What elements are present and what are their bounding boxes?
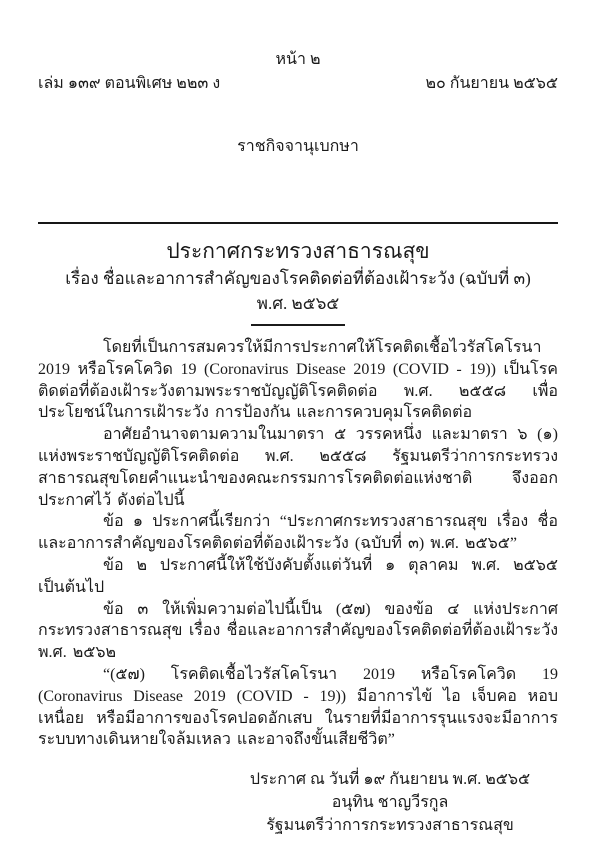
page-number: หน้า ๒ xyxy=(275,51,321,68)
paragraph-authority: อาศัยอำนาจตามความในมาตรา ๕ วรรคหนึ่ง และมาตรา ๖ (๑) แห่งพระราชบัญญัติโรคติดต่อ พ.ศ. ๒๕๕๘ รัฐมนตรีว่าการกระทรวงสาธารณสุขโดยคำแนะนำของคณะกรรมการโรคติดต่อแห่งชาติ จึงออกประกาศไว้ ดังต่อไปนี้ xyxy=(38,426,558,509)
gazette-name: ราชกิจจานุเบกษา xyxy=(237,138,359,155)
document-body xyxy=(38,337,558,751)
header-rule xyxy=(38,222,558,224)
paragraph-clause-1: ข้อ ๑ ประกาศนี้เรียกว่า “ประกาศกระทรวงสาธารณสุข เรื่อง ชื่อและอาการสำคัญของโรคติดต่อที่ต้องเฝ้าระวัง (ฉบับที่ ๓) พ.ศ. ๒๕๖๕” xyxy=(38,513,558,553)
volume-issue-label: เล่ม ๑๓๙ ตอนพิเศษ ๒๒๓ ง xyxy=(38,75,221,92)
title-block xyxy=(38,237,558,326)
masthead-row xyxy=(38,73,558,220)
signer-name: อนุทิน ชาญวีรกูล xyxy=(331,794,449,812)
paragraph-item-57: “(๕๗) โรคติดเชื้อไวรัสโคโรนา 2019 หรือโรคโควิด 19 (Coronavirus Disease 2019 (COVID - 19)) มีอาการไข้ ไอ เจ็บคอ หอบเหนื่อย หรือมีอาการของโรคปอดอักเสบ ในรายที่มีอาการรุนแรงจะมีอาการระบบทางเดินหายใจล้มเหลว และอาจถึงขั้นเสียชีวิต” xyxy=(38,665,558,749)
gazette-date: ๒๐ กันยายน ๒๕๖๕ xyxy=(425,75,558,92)
document-title: ประกาศกระทรวงสาธารณสุข xyxy=(166,239,430,263)
paragraph-preamble: โดยที่เป็นการสมควรให้มีการประกาศให้โรคติดเชื้อไวรัสโคโรนา 2019 หรือโรคโควิด 19 (Coronavirus Disease 2019 (COVID - 19)) เป็นโรคติดต่อที่ต้องเฝ้าระวังตามพระราชบัญญัติโรคติดต่อ พ.ศ. ๒๕๕๘ เพื่อประโยชน์ในการเฝ้าระวัง การป้องกัน และการควบคุมโรคติดต่อ xyxy=(38,339,558,422)
title-divider xyxy=(251,324,345,326)
document-year: พ.ศ. ๒๕๖๕ xyxy=(256,294,340,313)
signature-block xyxy=(190,768,590,837)
paragraph-clause-2: ข้อ ๒ ประกาศนี้ให้ใช้บังคับตั้งแต่วันที่ ๑ ตุลาคม พ.ศ. ๒๕๖๕ เป็นต้นไป xyxy=(38,556,558,596)
paragraph-clause-3: ข้อ ๓ ให้เพิ่มความต่อไปนี้เป็น (๕๗) ของข้อ ๔ แห่งประกาศกระทรวงสาธารณสุข เรื่อง ชื่อและอาการสำคัญของโรคติดต่อที่ต้องเฝ้าระวัง พ.ศ. ๒๕๖๒ xyxy=(38,600,558,662)
document-subject: เรื่อง ชื่อและอาการสำคัญของโรคติดต่อที่ต้องเฝ้าระวัง (ฉบับที่ ๓) xyxy=(65,269,531,288)
announcement-date-line: ประกาศ ณ วันที่ ๑๙ กันยายน พ.ศ. ๒๕๖๕ xyxy=(249,771,531,789)
signer-position: รัฐมนตรีว่าการกระทรวงสาธารณสุข xyxy=(266,817,514,835)
